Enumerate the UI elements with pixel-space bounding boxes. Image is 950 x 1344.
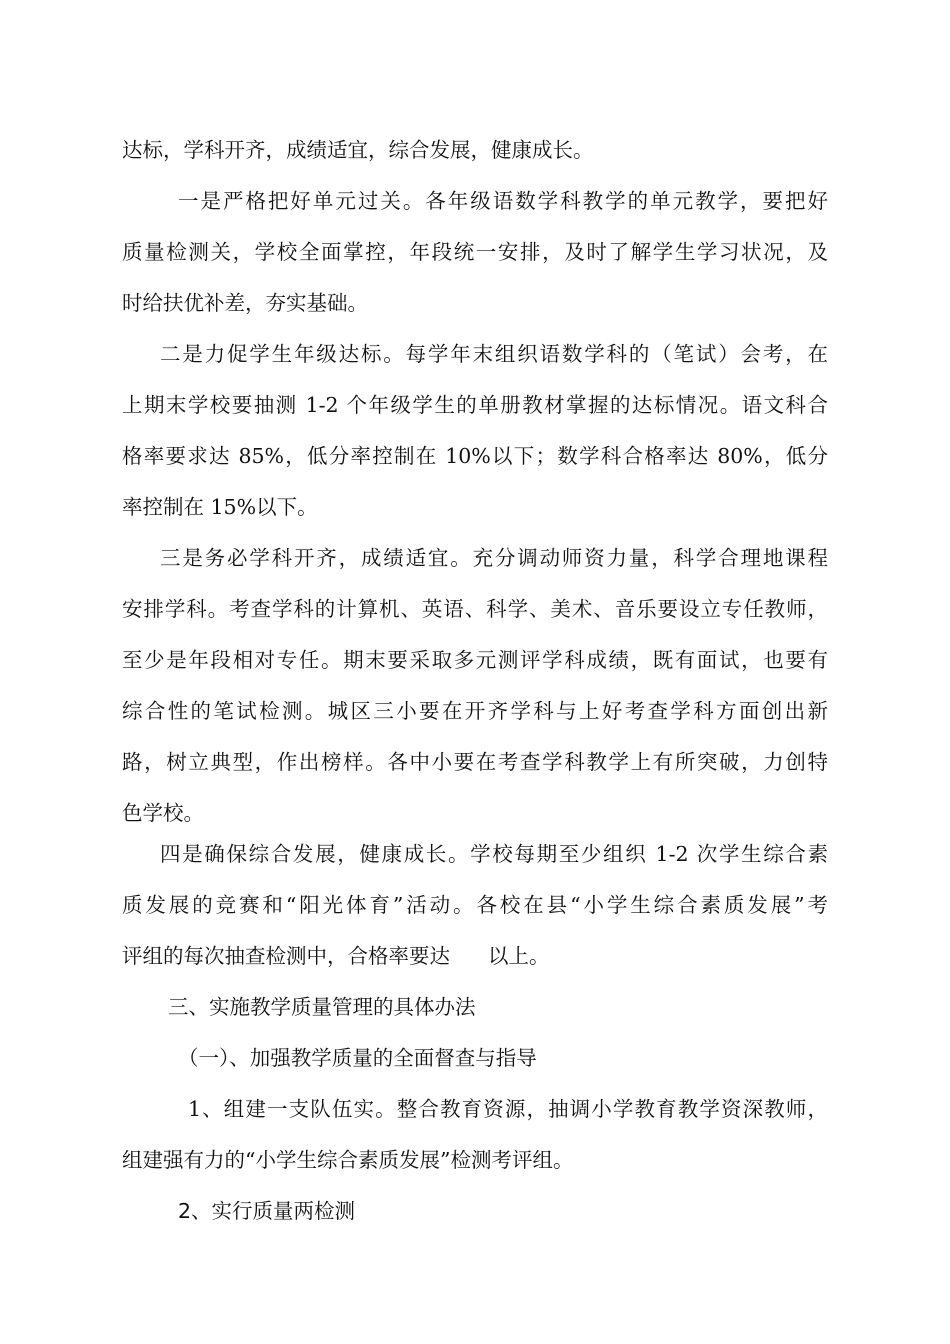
- para-unit-pass-line-2: 质量检测关，学校全面掌控，年段统一安排，及时了解学生学习状况，及: [122, 240, 828, 264]
- para-unit-pass-line-1: 一是严格把好单元过关。各年级语数学科教学的单元教学，要把好: [178, 189, 828, 213]
- para-intro-line-1: 达标，学科开齐，成绩适宜，综合发展，健康成长。: [122, 138, 594, 162]
- item-1-line-1: 1、组建一支队伍实。整合教育资源，抽调小学教育教学资深教师，: [188, 1097, 828, 1121]
- para-development-line-3-before: 评组的每次抽查检测中，合格率要达: [122, 944, 450, 968]
- heading-section-3: 三、实施教学质量管理的具体办法: [168, 995, 476, 1019]
- para-subjects-line-3: 至少是年段相对专任。期末要采取多元测评学科成绩，既有面试，也要有: [122, 648, 828, 672]
- para-subjects-line-5: 路，树立典型，作出榜样。各中小要在考查学科教学上有所突破，力创特: [122, 750, 828, 774]
- para-unit-pass-line-3: 时给扶优补差，夯实基础。: [122, 291, 368, 315]
- item-2-number: 2: [178, 1199, 192, 1223]
- para-subjects-line-1: 三是务必学科开齐，成绩适宜。充分调动师资力量，科学合理地课程: [160, 546, 828, 570]
- para-subjects-line-2: 安排学科。考查学科的计算机、英语、科学、美术、音乐要设立专任教师，: [122, 597, 828, 621]
- para-subjects-line-6: 色学校。: [122, 801, 204, 825]
- item-1-line-2: 组建强有力的“小学生综合素质发展”检测考评组。: [122, 1148, 574, 1172]
- para-grade-standard-line-4: 率控制在 15%以下。: [122, 495, 318, 519]
- para-development-line-2: 质发展的竞赛和“阳光体育”活动。各校在县“小学生综合素质发展”考: [122, 893, 828, 917]
- para-development-line-3-after: 以上。: [488, 944, 550, 968]
- para-subjects-line-4: 综合性的笔试检测。城区三小要在开齐学科与上好考查学科方面创出新: [122, 699, 828, 723]
- para-grade-standard-line-1: 二是力促学生年级达标。每学年末组织语数学科的（笔试）会考，在: [160, 342, 828, 366]
- item-2-heading: [178, 1193, 828, 1229]
- para-development-line-3: [122, 938, 828, 974]
- para-grade-standard-line-3: 格率要求达 85%，低分率控制在 10%以下；数学科合格率达 80%，低分: [122, 444, 828, 468]
- para-development-line-1: 四是确保综合发展，健康成长。学校每期至少组织 1-2 次学生综合素: [160, 842, 828, 866]
- heading-subsection-1: （一）、加强教学质量的全面督查与指导: [178, 1046, 537, 1070]
- para-grade-standard-line-2: 上期末学校要抽测 1-2 个年级学生的单册教材掌握的达标情况。语文科合: [122, 393, 828, 417]
- item-2-text: 、实行质量两检测: [191, 1199, 356, 1223]
